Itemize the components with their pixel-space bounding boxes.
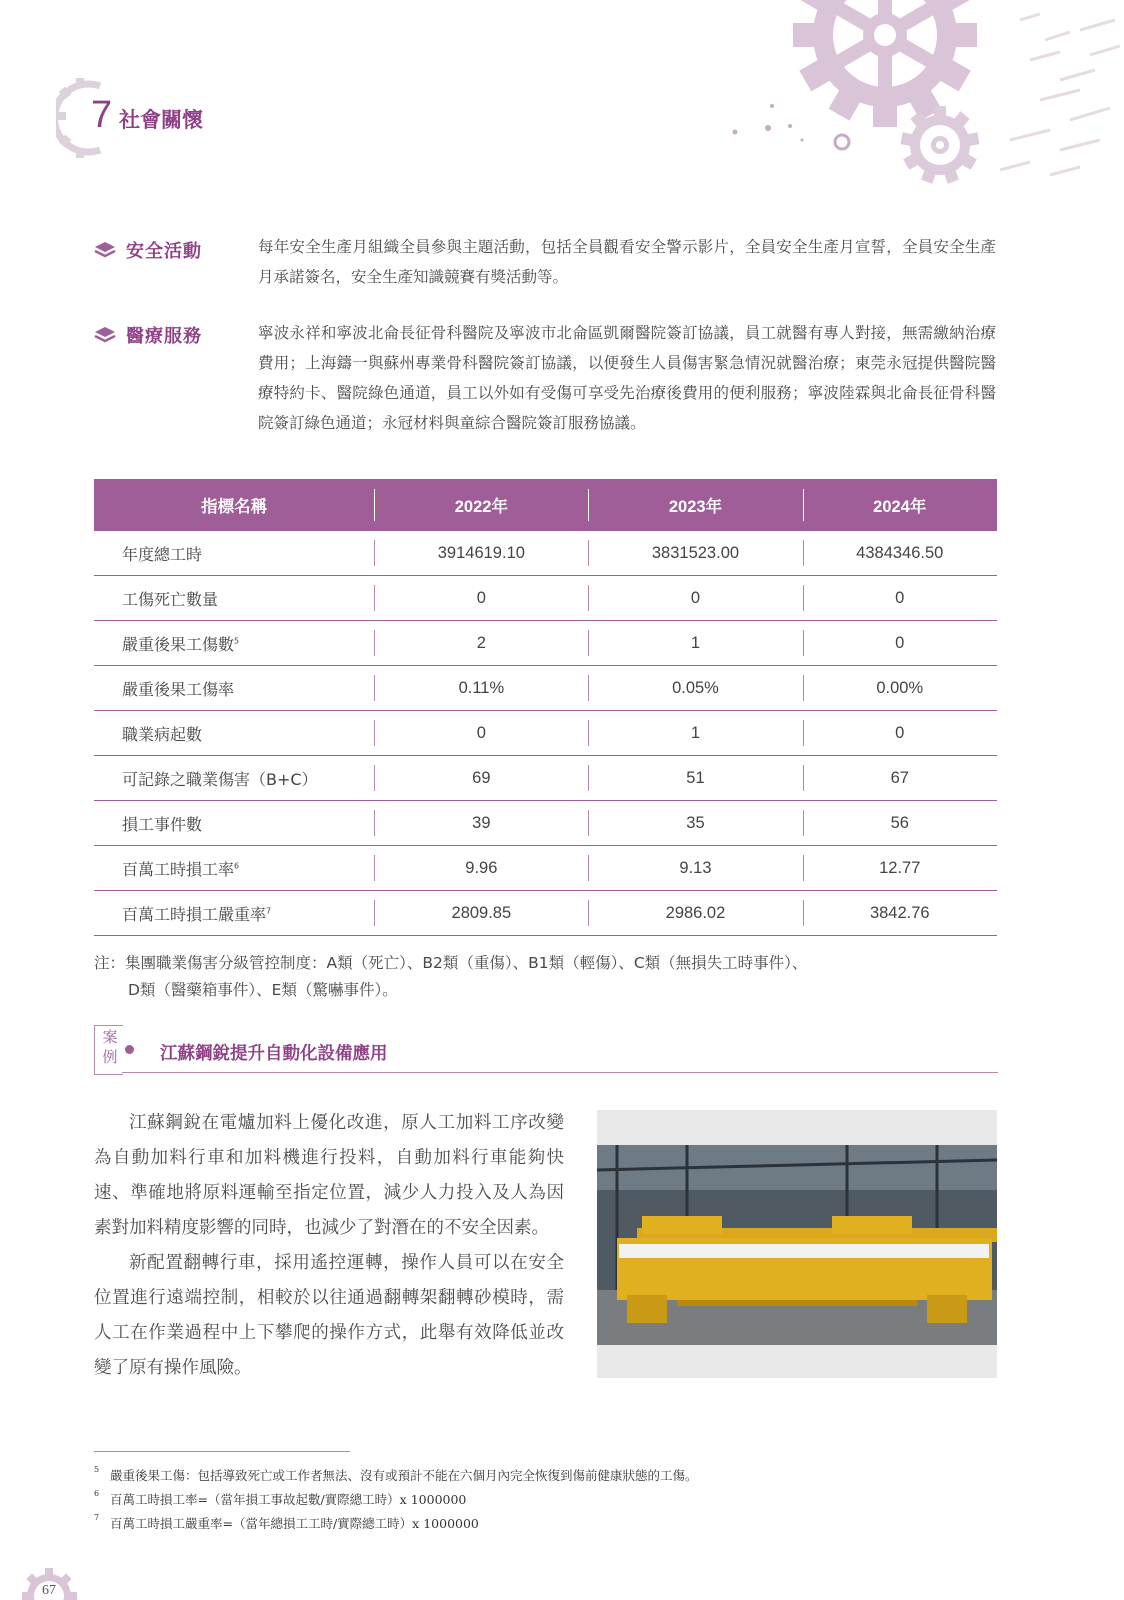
case-tag-top: 案 [102, 1028, 118, 1046]
value-cell: 4384346.50 [803, 531, 997, 576]
indicator-name [94, 666, 374, 711]
indicator-label: 年度總工時 [122, 544, 203, 564]
case-tag [100, 1027, 120, 1067]
value-cell: 56 [803, 801, 997, 846]
value-cell: 35 [588, 801, 802, 846]
footnote-text: 嚴重後果工傷：包括導致死亡或工作者無法、沒有或預計不能在六個月內完全恢復到傷前健康狀態的工傷。 [110, 1468, 698, 1483]
indicator-label: 嚴重後果工傷數 [122, 634, 235, 654]
case-tag-bottom: 例 [102, 1048, 118, 1066]
chapter-title: 社會關懷 [119, 108, 203, 132]
value-cell: 3842.76 [803, 891, 997, 936]
value-cell: 39 [374, 801, 588, 846]
value-cell: 0 [803, 621, 997, 666]
value-cell: 0.00% [803, 666, 997, 711]
value-cell: 51 [588, 756, 802, 801]
value-cell: 9.13 [588, 846, 802, 891]
section-body-medical: 寧波永祥和寧波北侖長征骨科醫院及寧波市北侖區凱爾醫院簽訂協議，員工就醫有專人對接，無需繳納治療費用；上海鑄一與蘇州專業骨科醫院簽訂協議，以便發生人員傷害緊急情況就醫治療；東莞永冠提供醫院醫療特約卡、醫院綠色通道，員工以外如有受傷可享受先治療後費用的便利服務；寧波陸霖與北侖長征骨科醫院簽訂綠色通道；永冠材料與童綜合醫院簽訂服務協議。 [258, 324, 996, 432]
value-cell: 3914619.10 [374, 531, 588, 576]
small-gear-icon [901, 106, 980, 184]
value-cell: 0.11% [374, 666, 588, 711]
footnotes [94, 1464, 994, 1536]
chapter-number: 7 [91, 94, 113, 136]
indicator-label: 百萬工時損工率 [122, 859, 235, 879]
indicator-name [94, 801, 374, 846]
case-paragraph: 新配置翻轉行車，採用遙控運轉，操作人員可以在安全位置進行遠端控制，相較於以往通過翻轉架翻轉砂模時，需人工在作業過程中上下攀爬的操作方式，此舉有效降低並改變了原有操作風險。 [94, 1253, 564, 1378]
indicator-name [94, 756, 374, 801]
value-cell: 0 [803, 576, 997, 621]
table-header-cell: 2023年 [588, 479, 802, 531]
section-label: 醫療服務 [126, 326, 202, 347]
indicator-name [94, 891, 374, 936]
footnote-rule [94, 1451, 350, 1452]
footnote-number: 5 [94, 1465, 100, 1474]
section-heading-medical [94, 322, 202, 348]
footnote-ref: 5 [234, 636, 240, 646]
footnote [94, 1512, 994, 1536]
table-row [94, 891, 997, 936]
footnote-number: 7 [94, 1513, 100, 1522]
value-cell: 0 [374, 576, 588, 621]
value-cell: 67 [803, 756, 997, 801]
footnote [94, 1488, 994, 1512]
safety-kpi-table [94, 479, 997, 936]
indicator-name [94, 846, 374, 891]
indicator-label: 職業病起數 [122, 724, 203, 744]
big-gear-icon [793, 0, 977, 127]
indicator-name [94, 576, 374, 621]
value-cell: 1 [588, 621, 802, 666]
value-cell: 0.05% [588, 666, 802, 711]
value-cell: 12.77 [803, 846, 997, 891]
note-line-1: 注：集團職業傷害分級管控制度：A類（死亡）、B2類（重傷）、B1類（輕傷）、C類（無損失工時事件）、 [94, 954, 808, 972]
value-cell: 9.96 [374, 846, 588, 891]
footnote [94, 1464, 994, 1488]
layers-icon [94, 241, 116, 259]
case-title: 江蘇鋼銳提升自動化設備應用 [160, 1044, 388, 1064]
factory-crane-image [597, 1110, 997, 1378]
indicator-label: 可記錄之職業傷害（B+C） [122, 769, 318, 789]
note-line-2: D類（醫藥箱事件）、E類（驚嚇事件）。 [128, 981, 398, 999]
case-body [94, 1106, 564, 1386]
indicator-label: 工傷死亡數量 [122, 589, 219, 609]
footnote-number: 6 [94, 1489, 100, 1498]
table-header-cell: 2022年 [374, 479, 588, 531]
value-cell: 2 [374, 621, 588, 666]
indicator-label: 損工事件數 [122, 814, 203, 834]
indicator-name [94, 711, 374, 756]
indicator-label: 百萬工時損工嚴重率 [122, 904, 267, 924]
table-row [94, 576, 997, 621]
table-row [94, 846, 997, 891]
footnote-text: 百萬工時損工率=（當年損工事故起數/實際總工時）x 1000000 [110, 1492, 467, 1507]
decorative-gears [700, 0, 1124, 200]
section-body-safety: 每年安全生產月組織全員參與主題活動，包括全員觀看安全警示影片，全員安全生產月宣誓，全員安全生產月承諾簽名，安全生產知識競賽有獎活動等。 [258, 238, 996, 286]
table-row [94, 801, 997, 846]
tiny-gear-icon [835, 135, 849, 149]
footnote-ref: 6 [234, 861, 240, 871]
value-cell: 2809.85 [374, 891, 588, 936]
halftone-pattern [1000, 14, 1120, 175]
table-row [94, 666, 997, 711]
case-photo [597, 1110, 997, 1378]
value-cell: 2986.02 [588, 891, 802, 936]
value-cell: 1 [588, 711, 802, 756]
table-note [94, 950, 994, 1004]
dots [733, 104, 804, 142]
indicator-name [94, 621, 374, 666]
table-row [94, 531, 997, 576]
table-header-cell: 2024年 [803, 479, 997, 531]
table-row [94, 621, 997, 666]
table-row [94, 711, 997, 756]
value-cell: 0 [803, 711, 997, 756]
section-heading-safety [94, 237, 202, 263]
value-cell: 0 [374, 711, 588, 756]
footnote-text: 百萬工時損工嚴重率=（當年總損工工時/實際總工時）x 1000000 [110, 1516, 479, 1531]
case-divider [122, 1072, 998, 1073]
section-label: 安全活動 [126, 241, 202, 262]
table-row [94, 756, 997, 801]
indicator-label: 嚴重後果工傷率 [122, 679, 235, 699]
value-cell: 69 [374, 756, 588, 801]
layers-icon [94, 326, 116, 344]
value-cell: 3831523.00 [588, 531, 802, 576]
table-header-row [94, 479, 997, 531]
case-dot [125, 1045, 134, 1054]
table-header-cell: 指標名稱 [94, 479, 374, 531]
footnote-ref: 7 [266, 906, 272, 916]
case-paragraph: 江蘇鋼銳在電爐加料上優化改進，原人工加料工序改變為自動加料行車和加料機進行投料，自動加料行車能夠快速、準確地將原料運輸至指定位置，減少人力投入及人為因素對加料精度影響的同時，也減少了對潛在的不安全因素。 [94, 1113, 564, 1238]
indicator-name [94, 531, 374, 576]
page-number: 67 [42, 1583, 56, 1598]
value-cell: 0 [588, 576, 802, 621]
